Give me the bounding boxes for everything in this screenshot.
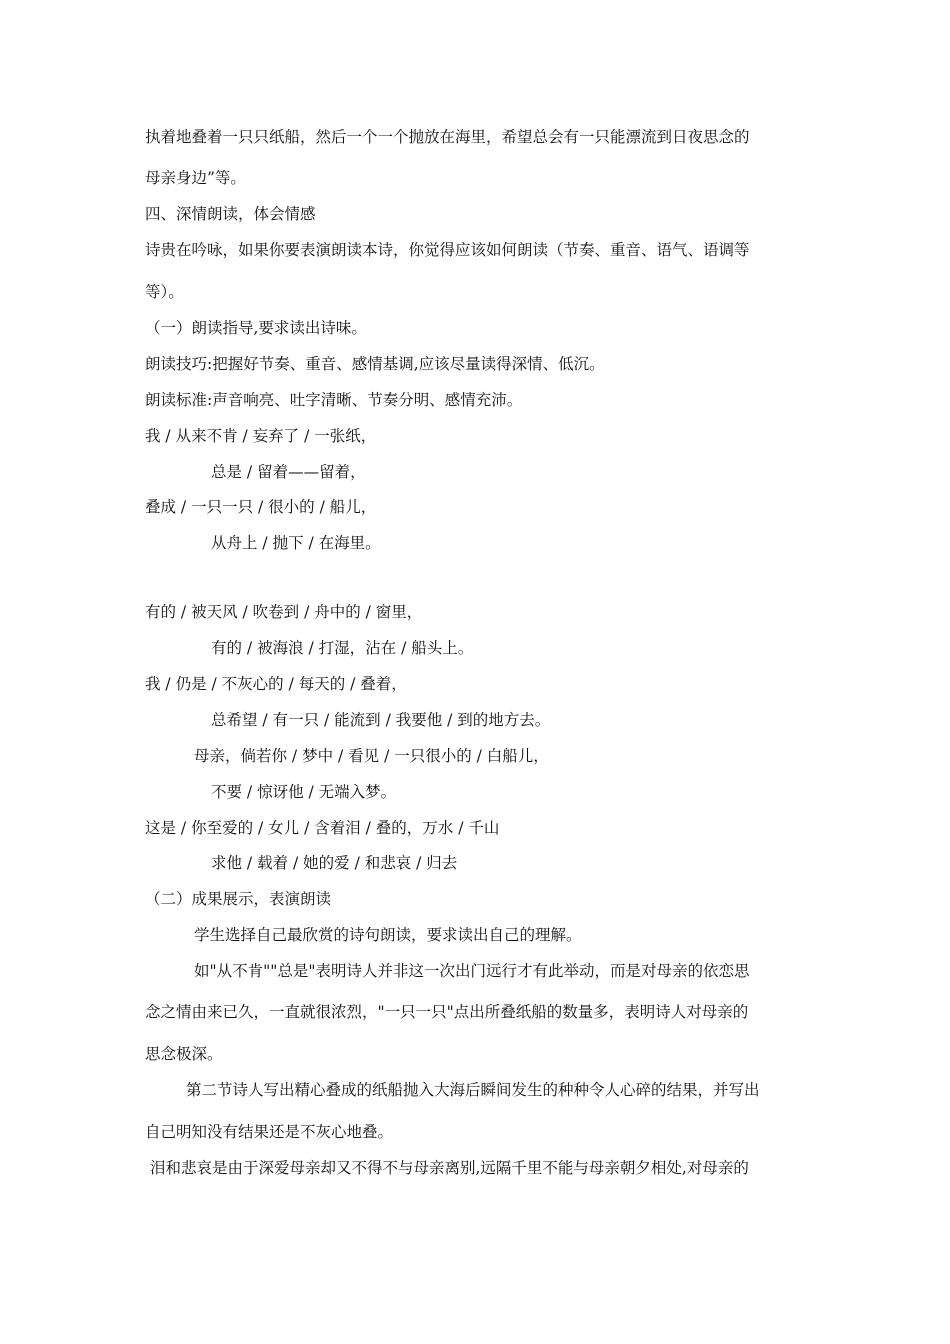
poem-line: 我 / 从来不肯 / 妄弃了 / 一张纸， [145,427,377,445]
paragraph-line: 母亲身边”等。 [145,169,246,187]
section-heading: 四、深情朗读，体会情感 [145,205,316,223]
poem-line: 总是 / 留着——留着， [211,463,366,481]
paragraph-line: 朗读标准:声音响亮、吐字清晰、节奏分明、感情充沛。 [145,391,523,409]
paragraph-line: 如"从不肯""总是"表明诗人并非这一次出门远行才有此举动，而是对母亲的依恋思 [194,962,750,980]
paragraph-line: 学生选择自己最欣赏的诗句朗读，要求读出自己的理解。 [194,926,582,944]
paragraph-line: 自己明知没有结果还是不灰心地叠。 [145,1123,394,1141]
poem-line: 这是 / 你至爱的 / 女儿 / 含着泪 / 叠的，万水 / 千山 [145,819,500,837]
paragraph-line: 执着地叠着一只只纸船，然后一个一个抛放在海里，希望总会有一只能漂流到日夜思念的 [145,128,750,146]
paragraph-line: 朗读技巧:把握好节奏、重音、感情基调,应该尽量读得深情、低沉。 [145,355,605,373]
poem-line: 求他 / 载着 / 她的爱 / 和悲哀 / 归去 [211,854,458,872]
paragraph-line: 诗贵在吟咏，如果你要表演朗读本诗，你觉得应该如何朗读（节奏、重音、语气、语调等 [145,241,750,259]
paragraph-line: 等）。 [145,283,184,301]
subsection-heading: （一）朗读指导,要求读出诗味。 [145,319,367,337]
paragraph-line: 泪和悲哀是由于深爱母亲却又不得不与母亲离别,远隔千里不能与母亲朝夕相处,对母亲的 [150,1159,749,1177]
poem-line: 有的 / 被天风 / 吹卷到 / 舟中的 / 窗里， [145,603,423,621]
poem-line: 叠成 / 一只一只 / 很小的 / 船儿， [145,498,377,516]
subsection-heading: （二）成果展示，表演朗读 [145,890,332,908]
poem-line: 我 / 仍是 / 不灰心的 / 每天的 / 叠着， [145,675,407,693]
poem-line: 从舟上 / 抛下 / 在海里。 [211,534,381,552]
poem-line: 总希望 / 有一只 / 能流到 / 我要他 / 到的地方去。 [211,711,551,729]
poem-line: 母亲，倘若你 / 梦中 / 看见 / 一只很小的 / 白船儿， [194,747,549,765]
paragraph-line: 思念极深。 [145,1045,223,1063]
paragraph-line: 第二节诗人写出精心叠成的纸船抛入大海后瞬间发生的种种令人心碎的结果，并写出 [186,1081,760,1099]
poem-line: 不要 / 惊讶他 / 无端入梦。 [211,783,397,801]
paragraph-line: 念之情由来已久，一直就很浓烈，"一只一只"点出所叠纸船的数量多，表明诗人对母亲的 [145,1003,749,1021]
poem-line: 有的 / 被海浪 / 打湿，沾在 / 船头上。 [211,639,474,657]
